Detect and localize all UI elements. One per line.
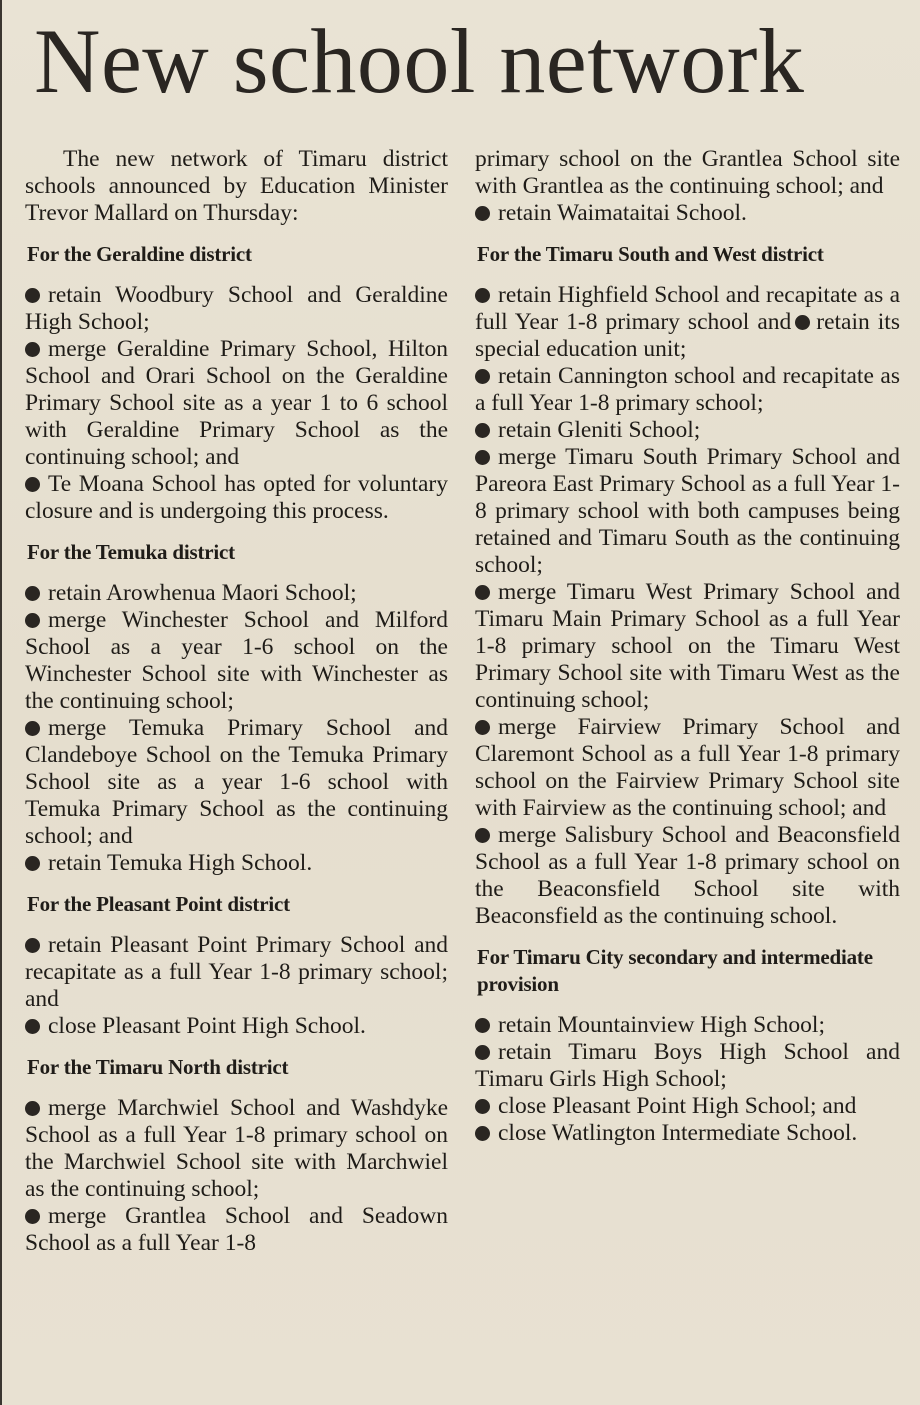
list-item: Te Moana School has opted for voluntary closure and is undergoing this process. — [25, 471, 448, 524]
list-item: close Pleasant Point High School; and — [475, 1093, 900, 1120]
list-item: merge Marchwiel School and Washdyke School as a full Year 1-8 primary school on the Marchwiel School site with Marchwiel as the continuing school; — [25, 1095, 448, 1202]
list-item: merge Geraldine Primary School, Hilton School and Orari School on the Geraldine Primary School site as a year 1 to 6 school with Geraldine Primary School as the continuing school; and — [25, 336, 448, 470]
right-column — [475, 146, 900, 1147]
list-item: merge Salisbury School and Beaconsfield School as a full Year 1-8 primary school on the Beaconsfield School site with Beaconsfield as the continuing school. — [475, 822, 900, 929]
list-item: retain Waimataitai School. — [475, 200, 900, 227]
list-item: retain Timaru Boys High School and Timaru Girls High School; — [475, 1039, 900, 1092]
list-item: retain Woodbury School and Geraldine High School; — [25, 282, 448, 335]
list-item: retain Mountainview High School; — [475, 1012, 900, 1039]
list-item-continued: primary school on the Grantlea School site with Grantlea as the continuing school; and — [475, 146, 900, 199]
list-item: close Watlington Intermediate School. — [475, 1120, 900, 1147]
headline: New school network — [34, 10, 805, 112]
list-item: retain Gleniti School; — [475, 417, 900, 444]
list-item: merge Timaru West Primary School and Timaru Main Primary School as a full Year 1-8 primary school on the Timaru West Primary School site with Timaru West as the continuing school; — [475, 579, 900, 713]
list-item: merge Timaru South Primary School and Pareora East Primary School as a full Year 1-8 primary school with both campuses being retained and Timaru South as the continuing school; — [475, 444, 900, 578]
list-item-text: retain Highfield School and recapitate as a full Year 1-8 primary school and — [475, 282, 900, 335]
list-item: retain Arowhenua Maori School; — [25, 580, 448, 607]
list-item: retain Pleasant Point Primary School and recapitate as a full Year 1-8 primary school; and — [25, 932, 448, 1012]
bullet-icon — [795, 315, 810, 330]
left-column — [25, 146, 448, 1257]
intro-paragraph: The new network of Timaru district schools announced by Education Minister Trevor Mallard on Thursday: — [25, 146, 448, 226]
heading-timaru-north: For the Timaru North district — [27, 1055, 289, 1079]
list-item-text: retain its special education unit; — [475, 309, 900, 362]
list-item: retain Temuka High School. — [25, 850, 448, 877]
clipping-edge — [0, 0, 2, 1405]
list-item — [475, 282, 900, 363]
heading-timaru-south-west: For the Timaru South and West district — [477, 242, 824, 266]
list-item: merge Fairview Primary School and Claremont School as a full Year 1-8 primary school on the Fairview Primary School site with Fairview as the continuing school; and — [475, 714, 900, 821]
list-item: merge Winchester School and Milford School as a year 1-6 school on the Winchester School site with Winchester as the continuing school; — [25, 607, 448, 714]
list-item: merge Grantlea School and Seadown School as a full Year 1-8 — [25, 1203, 448, 1256]
heading-geraldine: For the Geraldine district — [27, 242, 252, 266]
list-item: merge Temuka Primary School and Clandeboye School on the Temuka Primary School site as a year 1-6 school with Temuka Primary School as the continuing school; and — [25, 715, 448, 849]
heading-pleasant-point: For the Pleasant Point district — [27, 892, 290, 916]
list-item: retain Cannington school and recapitate as a full Year 1-8 primary school; — [475, 363, 900, 416]
heading-temuka: For the Temuka district — [27, 540, 235, 564]
list-item: close Pleasant Point High School. — [25, 1013, 448, 1040]
heading-timaru-city: For Timaru City secondary and intermediate provision — [477, 945, 873, 996]
